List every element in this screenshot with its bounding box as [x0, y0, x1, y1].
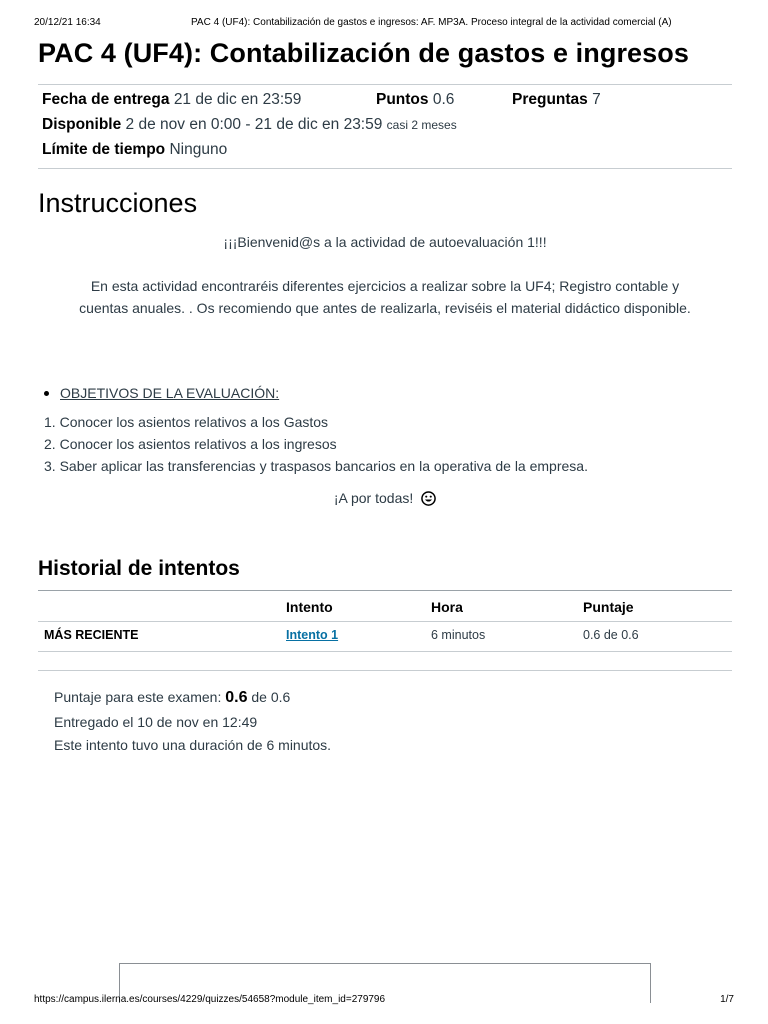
- meta-time-limit: [42, 141, 227, 159]
- row-label: MÁS RECIENTE: [44, 628, 139, 642]
- footer-url: https://campus.ilerna.es/courses/4229/quizzes/54658?module_item_id=279796: [34, 994, 386, 1005]
- divider: [38, 670, 732, 671]
- bullet-dot: [44, 391, 49, 396]
- score-value: 0.6: [225, 689, 248, 706]
- objective-item: 3. Saber aplicar las transferencias y traspasos bancarios en la operativa de la empresa.: [44, 458, 588, 474]
- questions-value: 7: [592, 91, 601, 108]
- closing-line: [38, 490, 732, 506]
- submitted-text: Entregado el 10 de nov en 12:49: [54, 714, 258, 730]
- welcome-text: ¡¡¡Bienvenid@s a la actividad de autoevaluación 1!!!: [223, 234, 547, 250]
- meta-points: [376, 91, 454, 109]
- divider: [38, 168, 732, 169]
- objectives-heading: [44, 385, 279, 401]
- meta-available: [42, 116, 457, 134]
- points-label: Puntos: [376, 91, 429, 108]
- print-date: 20/12/21 16:34: [34, 17, 101, 28]
- smiley-icon: [421, 491, 436, 506]
- print-title: PAC 4 (UF4): Contabilización de gastos e ingresos: AF. MP3A. Proceso integral de la actividad comercial (A): [191, 17, 672, 28]
- questions-label: Preguntas: [512, 91, 588, 108]
- objective-item: 2. Conocer los asientos relativos a los ingresos: [44, 436, 337, 452]
- score-label: Puntaje para este examen:: [54, 689, 222, 705]
- duration-text: Este intento tuvo una duración de 6 minutos.: [54, 737, 332, 753]
- objectives-heading-text: OBJETIVOS DE LA EVALUACIÓN:: [60, 385, 280, 401]
- table-header-border: [38, 621, 732, 622]
- due-date-label: Fecha de entrega: [42, 91, 170, 108]
- time-limit-value: Ninguno: [169, 141, 228, 158]
- objective-item: 1. Conocer los asientos relativos a los Gastos: [44, 414, 329, 430]
- instructions-line-2: cuentas anuales. . Os recomiendo que antes de realizarla, reviséis el material didáctico disponible.: [79, 300, 691, 316]
- points-value: 0.6: [432, 91, 455, 108]
- score-cell: 0.6 de 0.6: [583, 628, 639, 642]
- available-value: 2 de nov en 0:00 - 21 de dic en 23:59: [125, 116, 383, 133]
- column-header-attempt: Intento: [286, 599, 333, 615]
- time-limit-label: Límite de tiempo: [42, 141, 166, 158]
- table-top-border: [38, 590, 732, 591]
- available-label: Disponible: [42, 116, 122, 133]
- score-summary: [54, 689, 290, 707]
- available-note: casi 2 meses: [386, 118, 457, 132]
- divider: [38, 84, 732, 85]
- closing-text: ¡A por todas!: [333, 490, 414, 506]
- column-header-time: Hora: [431, 599, 463, 615]
- meta-due-date: [42, 91, 301, 109]
- meta-questions: [512, 91, 601, 109]
- history-heading: Historial de intentos: [38, 557, 240, 580]
- score-suffix: de 0.6: [251, 689, 291, 705]
- attempt-cell: [286, 628, 338, 642]
- column-header-score: Puntaje: [583, 599, 634, 615]
- instructions-paragraph: [38, 275, 732, 319]
- time-cell: 6 minutos: [431, 628, 486, 642]
- attempt-link[interactable]: Intento 1: [286, 628, 339, 642]
- due-date-value: 21 de dic en 23:59: [173, 91, 302, 108]
- print-header: [34, 17, 734, 31]
- instructions-heading: Instrucciones: [38, 188, 198, 218]
- table-row-border: [38, 651, 732, 652]
- page-number: 1/7: [720, 994, 734, 1005]
- page-title: PAC 4 (UF4): Contabilización de gastos e ingresos: [38, 38, 690, 68]
- instructions-line-1: En esta actividad encontraréis diferentes ejercicios a realizar sobre la UF4; Registro contable y: [90, 278, 680, 294]
